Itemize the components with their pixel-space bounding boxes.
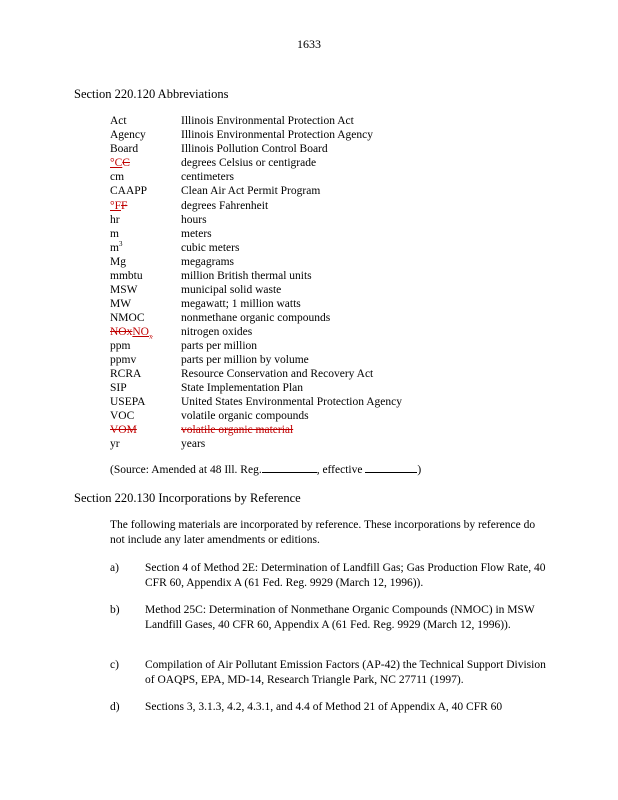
abbreviation-term (110, 325, 153, 339)
abbreviation-term: NMOC (110, 312, 145, 324)
abbreviation-definition: volatile organic compounds (181, 410, 309, 422)
item-letter: d) (110, 701, 120, 713)
abbreviation-definition: degrees Celsius or centigrade (181, 157, 317, 169)
abbreviation-definition: hours (181, 214, 207, 226)
deleted-definition: volatile organic material (181, 424, 294, 436)
abbreviation-term (110, 156, 130, 170)
abbreviation-definition: degrees Fahrenheit (181, 200, 269, 212)
inserted-term: $NO_x$ (132, 326, 153, 341)
source-note (110, 462, 421, 476)
incorporation-intro: The following materials are incorporated by reference. These incorporations by reference do not include any later amendments or editions. (110, 519, 536, 546)
item-text: Section 4 of Method 2E: Determination of Landfill Gas; Gas Production Flow Rate, 40 CFR 60, Appendix A (61 Fed. Reg. 9929 (March 12, 1996)). (145, 562, 546, 589)
abbreviation-term: Act (110, 115, 127, 127)
abbreviation-definition: years (181, 438, 206, 450)
list-item (110, 658, 550, 687)
inserted-term: °C (110, 157, 123, 169)
abbreviation-term: MSW (110, 284, 138, 296)
item-letter: b) (110, 604, 120, 616)
abbreviation-term: ppm (110, 340, 131, 352)
abbreviation-definition: megawatt; 1 million watts (181, 298, 301, 310)
abbreviation-definition: million British thermal units (181, 270, 312, 282)
inserted-term: °F (110, 200, 121, 212)
abbreviation-term: yr (110, 438, 120, 450)
abbreviation-term: Agency (110, 129, 146, 141)
abbreviation-term (110, 241, 122, 255)
page-number: 1633 (297, 37, 321, 51)
abbreviation-term: mmbtu (110, 270, 143, 282)
abbreviation-term: RCRA (110, 368, 142, 380)
abbreviation-definition: United States Environmental Protection Agency (181, 396, 403, 408)
deleted-term: F (121, 200, 128, 212)
abbreviation-term: m (110, 228, 119, 240)
abbreviation-definition: centimeters (181, 171, 235, 183)
deleted-term: VOM (110, 424, 137, 436)
abbreviation-term: ppmv (110, 354, 137, 366)
abbreviation-definition: parts per million (181, 340, 258, 352)
section-heading-incorporations: Section 220.130 Incorporations by Reference (74, 491, 301, 505)
item-letter: c) (110, 659, 119, 671)
item-text: Method 25C: Determination of Nonmethane Organic Compounds (NMOC) in MSW Landfill Gases, 40 CFR 60, Appendix A (61 Fed. Reg. 9929 (March 12, 1996)). (145, 604, 535, 631)
register-blank (262, 462, 317, 473)
abbreviation-definition: Illinois Environmental Protection Agency (181, 129, 373, 141)
item-text: Compilation of Air Pollutant Emission Factors (AP-42) the Technical Support Division of OAQPS, EPA, MD-14, Research Triangle Park, NC 27711 (1997). (145, 659, 546, 686)
abbreviation-definition: State Implementation Plan (181, 382, 304, 394)
list-item (110, 700, 550, 715)
effective-date-blank (365, 462, 417, 473)
source-suffix: ) (417, 464, 422, 476)
abbreviation-definition: Illinois Pollution Control Board (181, 143, 328, 155)
term-superscript: 3 (118, 240, 123, 249)
deleted-term: NOx (110, 326, 133, 338)
section-heading-abbreviations: Section 220.120 Abbreviations (74, 87, 229, 101)
abbreviation-definition: Clean Air Act Permit Program (181, 185, 321, 197)
abbreviation-term: Mg (110, 256, 126, 268)
abbreviation-term: SIP (110, 382, 127, 394)
abbreviation-definition: meters (181, 228, 212, 240)
abbreviation-term: MW (110, 298, 132, 310)
abbreviation-definition: parts per million by volume (181, 354, 309, 366)
term-base: m (110, 242, 119, 254)
abbreviation-term: VOC (110, 410, 135, 422)
abbreviation-definition: nitrogen oxides (181, 326, 253, 338)
abbreviation-definition: municipal solid waste (181, 284, 282, 296)
abbreviation-term: USEPA (110, 396, 146, 408)
deleted-term: C (122, 157, 130, 169)
item-text: Sections 3, 3.1.3, 4.2, 4.3.1, and 4.4 of Method 21 of Appendix A, 40 CFR 60 (145, 701, 503, 713)
abbreviation-term: hr (110, 214, 120, 226)
source-middle: , effective (316, 464, 363, 476)
abbreviation-definition: megagrams (181, 256, 235, 268)
abbreviation-definition: Resource Conservation and Recovery Act (181, 368, 374, 380)
abbreviation-definition: cubic meters (181, 242, 240, 254)
abbreviation-term (110, 199, 127, 213)
abbreviation-definition: Illinois Environmental Protection Act (181, 115, 354, 127)
list-item (110, 561, 550, 590)
abbreviation-term: Board (110, 143, 139, 155)
abbreviation-term: cm (110, 171, 125, 183)
list-item (110, 603, 550, 632)
abbreviation-term: CAAPP (110, 185, 148, 197)
item-letter: a) (110, 562, 119, 574)
abbreviation-definition: nonmethane organic compounds (181, 312, 331, 324)
source-prefix: (Source: Amended at 48 Ill. Reg. (110, 464, 262, 476)
